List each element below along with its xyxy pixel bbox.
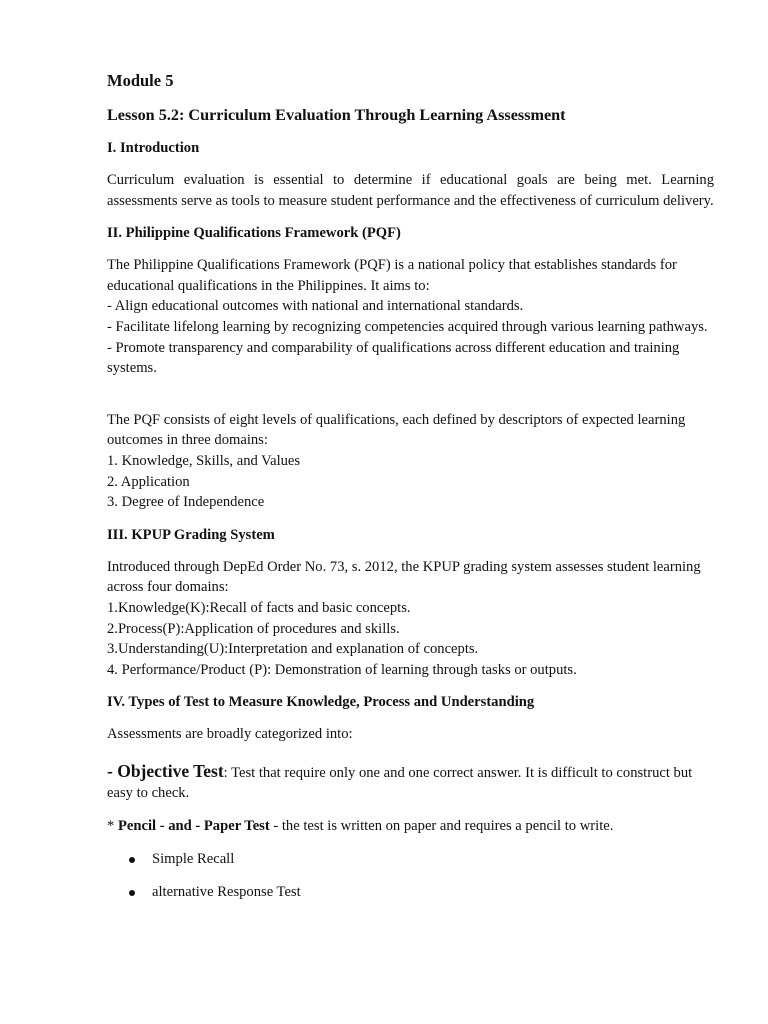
list-item-label: Simple Recall (152, 850, 235, 867)
kpup-intro-line: Introduced through DepEd Order No. 73, s. 2012, the KPUP grading system assesses student learning across four domains: (107, 558, 701, 596)
lesson-title: Lesson 5.2: Curriculum Evaluation Through Learning Assessment (107, 106, 566, 124)
test-bullet-list (107, 849, 714, 903)
objective-test-label: - Objective Test (107, 760, 224, 781)
test-types-intro: Assessments are broadly categorized into: (107, 726, 353, 743)
pqf-domain-item: 3. Degree of Independence (107, 494, 265, 511)
bullet-icon (129, 857, 135, 863)
kpup-domain-item: 1.Knowledge(K):Recall of facts and basic concepts. (107, 599, 411, 616)
pqf-domain-item: 2. Application (107, 473, 190, 490)
pqf-aim-line: - Facilitate lifelong learning by recognizing competencies acquired through various learning pathways. (107, 318, 708, 335)
pqf-aims-block (107, 255, 714, 379)
introduction-paragraph: Curriculum evaluation is essential to determine if educational goals are being met. Learning assessments serve as tools to measure student performance and the effectiveness of curriculum delivery. (107, 172, 714, 209)
kpup-block (107, 557, 714, 681)
objective-test-description: : Test that require only one and one correct answer. It is difficult to construct but easy to check. (107, 764, 693, 802)
bullet-icon (129, 890, 135, 896)
asterisk-marker: * (107, 818, 118, 835)
kpup-domain-item: 2.Process(P):Application of procedures and skills. (107, 620, 400, 637)
document-page (107, 70, 714, 916)
pencil-paper-test-description: - the test is written on paper and requires a pencil to write. (269, 818, 614, 835)
pqf-heading: II. Philippine Qualifications Framework (PQF) (107, 225, 401, 242)
objective-test-paragraph (107, 761, 714, 804)
pqf-levels-block (107, 410, 714, 513)
introduction-heading: I. Introduction (107, 140, 200, 156)
kpup-domain-item: 3.Understanding(U):Interpretation and explanation of concepts. (107, 641, 479, 658)
blank-line (107, 391, 714, 410)
test-types-heading: IV. Types of Test to Measure Knowledge, Process and Understanding (107, 694, 535, 711)
pqf-intro-line: The Philippine Qualifications Framework (PQF) is a national policy that establishes standards for educational qualifications in the Philippines. It aims to: (107, 257, 677, 294)
module-title: Module 5 (107, 71, 174, 90)
pencil-paper-test-label: Pencil - and - Paper Test (117, 818, 270, 835)
list-item (107, 849, 714, 870)
list-item-label: alternative Response Test (152, 884, 301, 901)
pencil-paper-test-paragraph (107, 816, 714, 837)
pqf-levels-intro: The PQF consists of eight levels of qualifications, each defined by descriptors of expected learning outcomes in three domains: (107, 411, 686, 449)
list-item (107, 882, 714, 903)
pqf-domain-item: 1. Knowledge, Skills, and Values (107, 452, 301, 469)
pqf-aim-line: - Align educational outcomes with national and international standards. (107, 298, 524, 315)
kpup-domain-item: 4. Performance/Product (P): Demonstration of learning through tasks or outputs. (107, 661, 577, 678)
pqf-aim-line: - Promote transparency and comparability of qualifications across different education and training systems. (107, 339, 680, 377)
kpup-heading: III. KPUP Grading System (107, 526, 275, 543)
